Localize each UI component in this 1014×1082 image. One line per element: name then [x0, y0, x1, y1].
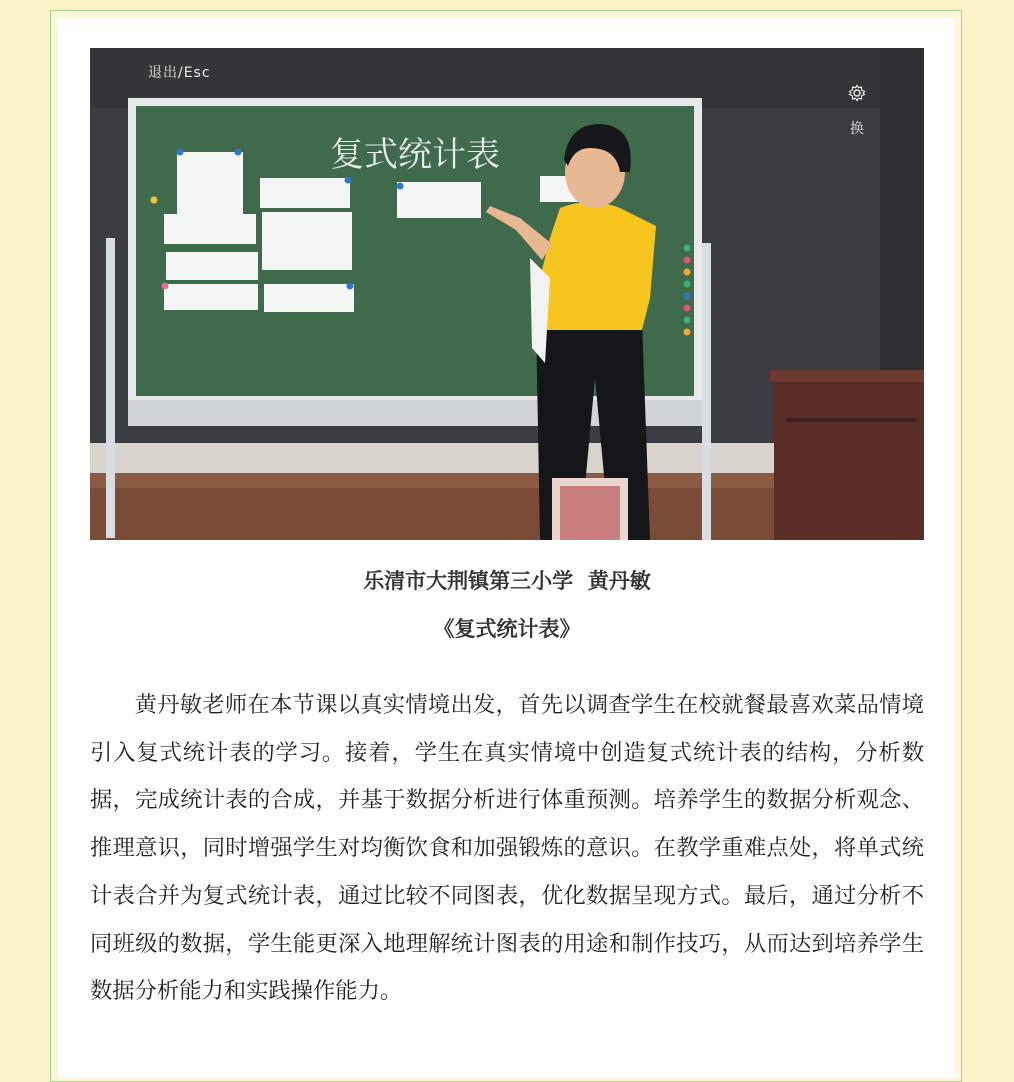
- caption-lesson-title: 《复式统计表》: [433, 617, 581, 641]
- description-paragraph: 黄丹敏老师在本节课以真实情境出发，首先以调查学生在校就餐最喜欢菜品情境引入复式统计表的学习。接着，学生在真实情境中创造复式统计表的结构，分析数据，完成统计表的合成，并基于数据分析进行体重预测。培养学生的数据分析观念、推理意识，同时增强学生对均衡饮食和加强锻炼的意识。在教学重难点处，将单式统计表合并为复式统计表，通过比较不同图表，优化数据呈现方式。最后，通过分析不同班级的数据，学生能更深入地理解统计图表的用途和制作技巧，从而达到培养学生数据分析能力和实践操作能力。: [90, 692, 924, 1005]
- photo-illustration: [90, 48, 924, 540]
- exit-button[interactable]: 退出/Esc: [148, 65, 211, 81]
- board-title: 复式统计表: [330, 135, 500, 175]
- classroom-photo: [90, 48, 924, 540]
- caption-school-teacher: 乐清市大荆镇第三小学 黄丹敏: [363, 569, 651, 593]
- swap-button[interactable]: 换: [850, 121, 864, 137]
- gear-icon[interactable]: [848, 84, 866, 102]
